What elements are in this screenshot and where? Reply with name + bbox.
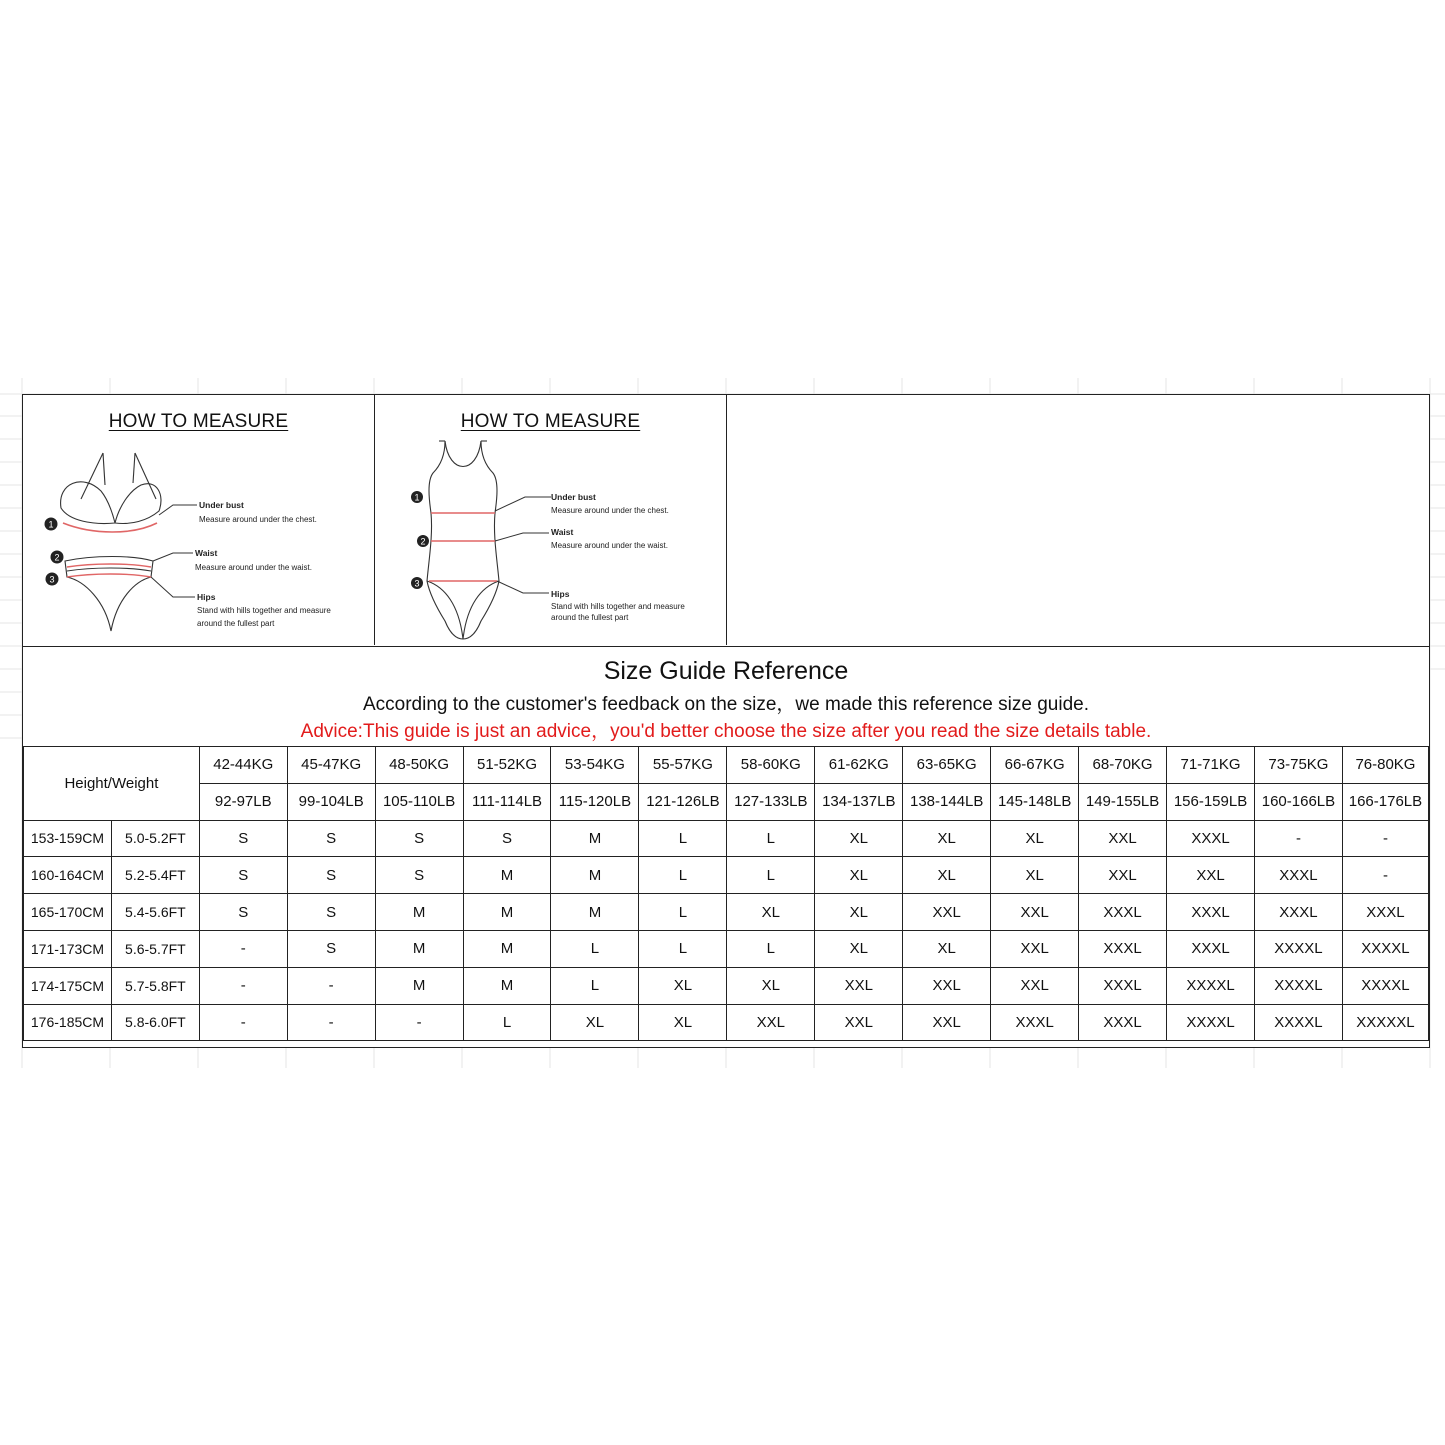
weight-kg-header: 55-57KG (639, 747, 727, 784)
size-table (23, 746, 1429, 1041)
height-ft-cell: 5.4-5.6FT (111, 894, 199, 931)
marker-2 (417, 535, 429, 547)
size-cell: XXL (903, 1004, 991, 1041)
size-cell: M (375, 967, 463, 1004)
height-cm-cell: 165-170CM (24, 894, 112, 931)
size-cell: XL (903, 930, 991, 967)
size-cell: - (287, 1004, 375, 1041)
height-ft-cell: 5.7-5.8FT (111, 967, 199, 1004)
size-cell: L (727, 857, 815, 894)
height-ft-cell: 5.6-5.7FT (111, 930, 199, 967)
size-cell: XXXL (1079, 967, 1167, 1004)
size-cell: XXL (1079, 820, 1167, 857)
size-cell: XXXL (1342, 894, 1428, 931)
size-cell: XXXL (1079, 930, 1167, 967)
weight-lb-header: 115-120LB (551, 783, 639, 820)
label-under-bust: Under bust (551, 492, 596, 502)
size-cell: XL (991, 857, 1079, 894)
height-cm-cell: 174-175CM (24, 967, 112, 1004)
weight-lb-header: 160-166LB (1254, 783, 1342, 820)
measure-panel-bikini (23, 395, 375, 645)
size-cell: XXXXL (1254, 930, 1342, 967)
weight-lb-header: 166-176LB (1342, 783, 1428, 820)
label-waist-desc: Measure around under the waist. (195, 563, 312, 572)
size-cell: L (639, 857, 727, 894)
waist-line (67, 564, 151, 567)
height-cm-cell: 153-159CM (24, 820, 112, 857)
weight-lb-header: 105-110LB (375, 783, 463, 820)
weight-kg-header: 45-47KG (287, 747, 375, 784)
size-cell: - (1254, 820, 1342, 857)
size-cell: L (551, 930, 639, 967)
weight-kg-header: 53-54KG (551, 747, 639, 784)
size-cell: XXL (903, 894, 991, 931)
weight-lb-row (24, 783, 1429, 820)
size-cell: XXXL (1079, 1004, 1167, 1041)
table-row (24, 820, 1429, 857)
size-cell: S (375, 857, 463, 894)
size-cell: M (375, 930, 463, 967)
size-cell: XL (903, 857, 991, 894)
size-cell: L (463, 1004, 551, 1041)
size-cell: M (551, 857, 639, 894)
size-cell: XL (815, 894, 903, 931)
size-cell: XXXXL (1254, 967, 1342, 1004)
weight-kg-header: 48-50KG (375, 747, 463, 784)
table-row (24, 930, 1429, 967)
label-under-bust-desc: Measure around under the chest. (199, 515, 317, 524)
label-hips-desc-1: Stand with hills together and measure (551, 602, 685, 611)
size-cell: XXXL (1167, 820, 1255, 857)
size-cell: S (199, 820, 287, 857)
weight-kg-header: 58-60KG (727, 747, 815, 784)
table-row (24, 967, 1429, 1004)
measure-panel-title: HOW TO MEASURE (460, 411, 641, 432)
size-cell: XL (551, 1004, 639, 1041)
size-cell: XXL (991, 930, 1079, 967)
weight-kg-header: 73-75KG (1254, 747, 1342, 784)
size-cell: - (287, 967, 375, 1004)
height-cm-cell: 171-173CM (24, 930, 112, 967)
weight-lb-header: 92-97LB (199, 783, 287, 820)
size-cell: - (199, 1004, 287, 1041)
size-cell: L (727, 820, 815, 857)
size-cell: M (375, 894, 463, 931)
size-chart-sheet (22, 394, 1430, 1048)
size-cell: M (463, 894, 551, 931)
size-cell: XXXXXL (1342, 1004, 1428, 1041)
weight-lb-header: 127-133LB (727, 783, 815, 820)
label-hips-desc-1: Stand with hills together and measure (197, 606, 331, 615)
one-piece-diagram (375, 395, 727, 645)
size-cell: XXL (991, 967, 1079, 1004)
size-cell: M (551, 894, 639, 931)
height-ft-cell: 5.2-5.4FT (111, 857, 199, 894)
size-cell: S (463, 820, 551, 857)
size-cell: S (287, 930, 375, 967)
height-cm-cell: 160-164CM (24, 857, 112, 894)
size-cell: XL (815, 820, 903, 857)
weight-lb-header: 145-148LB (991, 783, 1079, 820)
size-cell: XL (639, 1004, 727, 1041)
label-hips-desc-2: around the fullest part (197, 619, 275, 628)
svg-text:3: 3 (49, 574, 55, 585)
size-cell: XXL (991, 894, 1079, 931)
size-cell: XL (815, 930, 903, 967)
hips-line (67, 574, 151, 577)
size-cell: S (287, 857, 375, 894)
marker-3 (46, 573, 59, 586)
height-cm-cell: 176-185CM (24, 1004, 112, 1041)
size-cell: M (463, 967, 551, 1004)
label-hips: Hips (551, 589, 570, 599)
marker-1 (45, 518, 58, 531)
measure-panel-title: HOW TO MEASURE (108, 411, 289, 432)
size-cell: XXL (815, 1004, 903, 1041)
label-hips: Hips (197, 592, 216, 602)
table-row (24, 894, 1429, 931)
svg-text:2: 2 (420, 536, 426, 547)
weight-lb-header: 134-137LB (815, 783, 903, 820)
size-cell: XXXL (1254, 894, 1342, 931)
size-cell: XXL (1079, 857, 1167, 894)
table-row (24, 1004, 1429, 1041)
size-cell: XXXXL (1342, 967, 1428, 1004)
label-waist-desc: Measure around under the waist. (551, 541, 668, 550)
size-cell: XXL (903, 967, 991, 1004)
under-bust-line (63, 523, 157, 532)
size-cell: M (463, 930, 551, 967)
weight-kg-header: 66-67KG (991, 747, 1079, 784)
size-cell: XXL (1167, 857, 1255, 894)
size-cell: L (639, 930, 727, 967)
weight-kg-header: 42-44KG (199, 747, 287, 784)
height-ft-cell: 5.8-6.0FT (111, 1004, 199, 1041)
size-cell: S (287, 894, 375, 931)
label-under-bust: Under bust (199, 500, 244, 510)
bikini-diagram (23, 395, 375, 645)
weight-kg-header: 61-62KG (815, 747, 903, 784)
weight-kg-header: 51-52KG (463, 747, 551, 784)
size-cell: L (551, 967, 639, 1004)
measure-panel-one-piece (375, 395, 727, 645)
guide-advice: Advice:This guide is just an advice，you'd better choose the size after you read the size details table. (300, 721, 1152, 742)
svg-text:1: 1 (48, 519, 54, 530)
size-guide-header (23, 647, 1429, 747)
measure-guides-row (23, 395, 1429, 647)
table-row (24, 857, 1429, 894)
size-cell: XXXL (1167, 930, 1255, 967)
weight-kg-header: 71-71KG (1167, 747, 1255, 784)
weight-lb-header: 149-155LB (1079, 783, 1167, 820)
size-cell: L (727, 930, 815, 967)
size-cell: L (639, 894, 727, 931)
label-waist: Waist (195, 548, 218, 558)
size-cell: S (287, 820, 375, 857)
size-cell: XL (991, 820, 1079, 857)
weight-lb-header: 121-126LB (639, 783, 727, 820)
size-cell: - (199, 930, 287, 967)
size-cell: - (199, 967, 287, 1004)
empty-panel (727, 395, 1429, 645)
weight-lb-header: 138-144LB (903, 783, 991, 820)
label-hips-desc-2: around the fullest part (551, 613, 629, 622)
size-cell: XXXL (991, 1004, 1079, 1041)
size-cell: XXL (727, 1004, 815, 1041)
size-cell: XL (903, 820, 991, 857)
size-cell: - (1342, 857, 1428, 894)
size-cell: S (199, 857, 287, 894)
marker-2 (51, 551, 64, 564)
size-cell: S (375, 820, 463, 857)
size-cell: XL (639, 967, 727, 1004)
svg-text:1: 1 (414, 492, 420, 503)
size-cell: M (551, 820, 639, 857)
weight-kg-header: 68-70KG (1079, 747, 1167, 784)
marker-3 (411, 577, 423, 589)
marker-1 (411, 491, 423, 503)
size-cell: XXXXL (1342, 930, 1428, 967)
svg-text:3: 3 (414, 578, 420, 589)
size-cell: XXL (815, 967, 903, 1004)
weight-lb-header: 156-159LB (1167, 783, 1255, 820)
size-cell: XXXXL (1254, 1004, 1342, 1041)
size-cell: XL (815, 857, 903, 894)
label-waist: Waist (551, 527, 574, 537)
guide-title: Size Guide Reference (603, 657, 849, 685)
size-cell: XXXXL (1167, 967, 1255, 1004)
weight-kg-row (24, 747, 1429, 784)
size-cell: XXXL (1167, 894, 1255, 931)
size-cell: S (199, 894, 287, 931)
size-cell: M (463, 857, 551, 894)
size-cell: - (375, 1004, 463, 1041)
size-cell: - (1342, 820, 1428, 857)
size-cell: XXXL (1079, 894, 1167, 931)
size-cell: XXXL (1254, 857, 1342, 894)
size-cell: L (639, 820, 727, 857)
size-cell: XL (727, 967, 815, 1004)
weight-kg-header: 63-65KG (903, 747, 991, 784)
weight-lb-header: 99-104LB (287, 783, 375, 820)
weight-lb-header: 111-114LB (463, 783, 551, 820)
height-ft-cell: 5.0-5.2FT (111, 820, 199, 857)
size-cell: XL (727, 894, 815, 931)
size-cell: XXXXL (1167, 1004, 1255, 1041)
weight-kg-header: 76-80KG (1342, 747, 1428, 784)
guide-description: According to the customer's feedback on the size，we made this reference size guide. (362, 694, 1089, 715)
svg-text:2: 2 (54, 552, 60, 563)
label-under-bust-desc: Measure around under the chest. (551, 506, 669, 515)
corner-label: Height/Weight (24, 747, 200, 821)
